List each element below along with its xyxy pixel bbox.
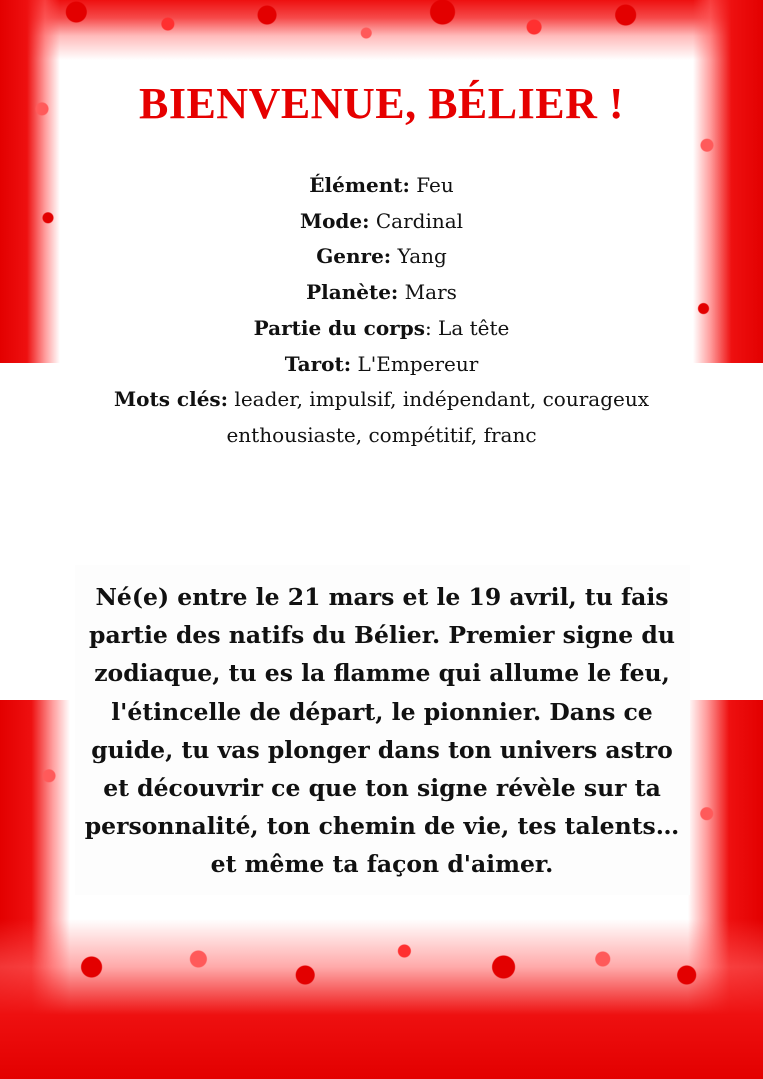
fact-label: Mots clés: — [113, 387, 229, 412]
sign-facts-list — [60, 168, 703, 454]
fact-label: Élément: — [309, 173, 410, 197]
fact-tarot — [60, 347, 703, 383]
fact-planet — [60, 275, 703, 311]
fact-mode — [60, 204, 703, 240]
fact-value: : La tête — [424, 315, 510, 340]
fact-value: Feu — [409, 173, 454, 197]
floral-border-right-top — [693, 0, 763, 363]
fact-label: Genre: — [316, 244, 392, 269]
fact-keywords — [60, 382, 703, 453]
fact-label: Partie du corps — [253, 315, 425, 340]
fact-label: Mode: — [299, 208, 370, 233]
floral-border-left-top — [0, 0, 60, 363]
fact-value: L'Empereur — [351, 351, 479, 376]
fact-body-part — [60, 311, 703, 347]
fact-label: Planète: — [306, 280, 399, 305]
floral-border-top — [0, 0, 763, 60]
fact-value: Cardinal — [369, 208, 464, 233]
fact-value: Mars — [398, 280, 457, 305]
fact-label: Tarot: — [284, 351, 352, 376]
fact-genre — [60, 239, 703, 275]
fact-value: Yang — [391, 244, 447, 269]
fact-value: leader, impulsif, indépendant, courageux enthousiaste, compétitif, franc — [226, 387, 650, 447]
floral-border-bottom — [0, 919, 763, 1079]
page-title: BIENVENUE, BÉLIER ! — [138, 79, 625, 128]
intro-paragraph: Né(e) entre le 21 mars et le 19 avril, tu fais partie des natifs du Bélier. Premier signe du zodiaque, tu es la flamme qui allume le feu, l'étincelle de départ, le pionnier. Dans ce guide, tu vas plonger dans ton univers astro et découvrir ce que ton signe révèle sur ta personnalité, ton chemin de vie, tes talents… et même ta façon d'aimer. — [84, 583, 680, 879]
fact-element — [60, 168, 703, 204]
